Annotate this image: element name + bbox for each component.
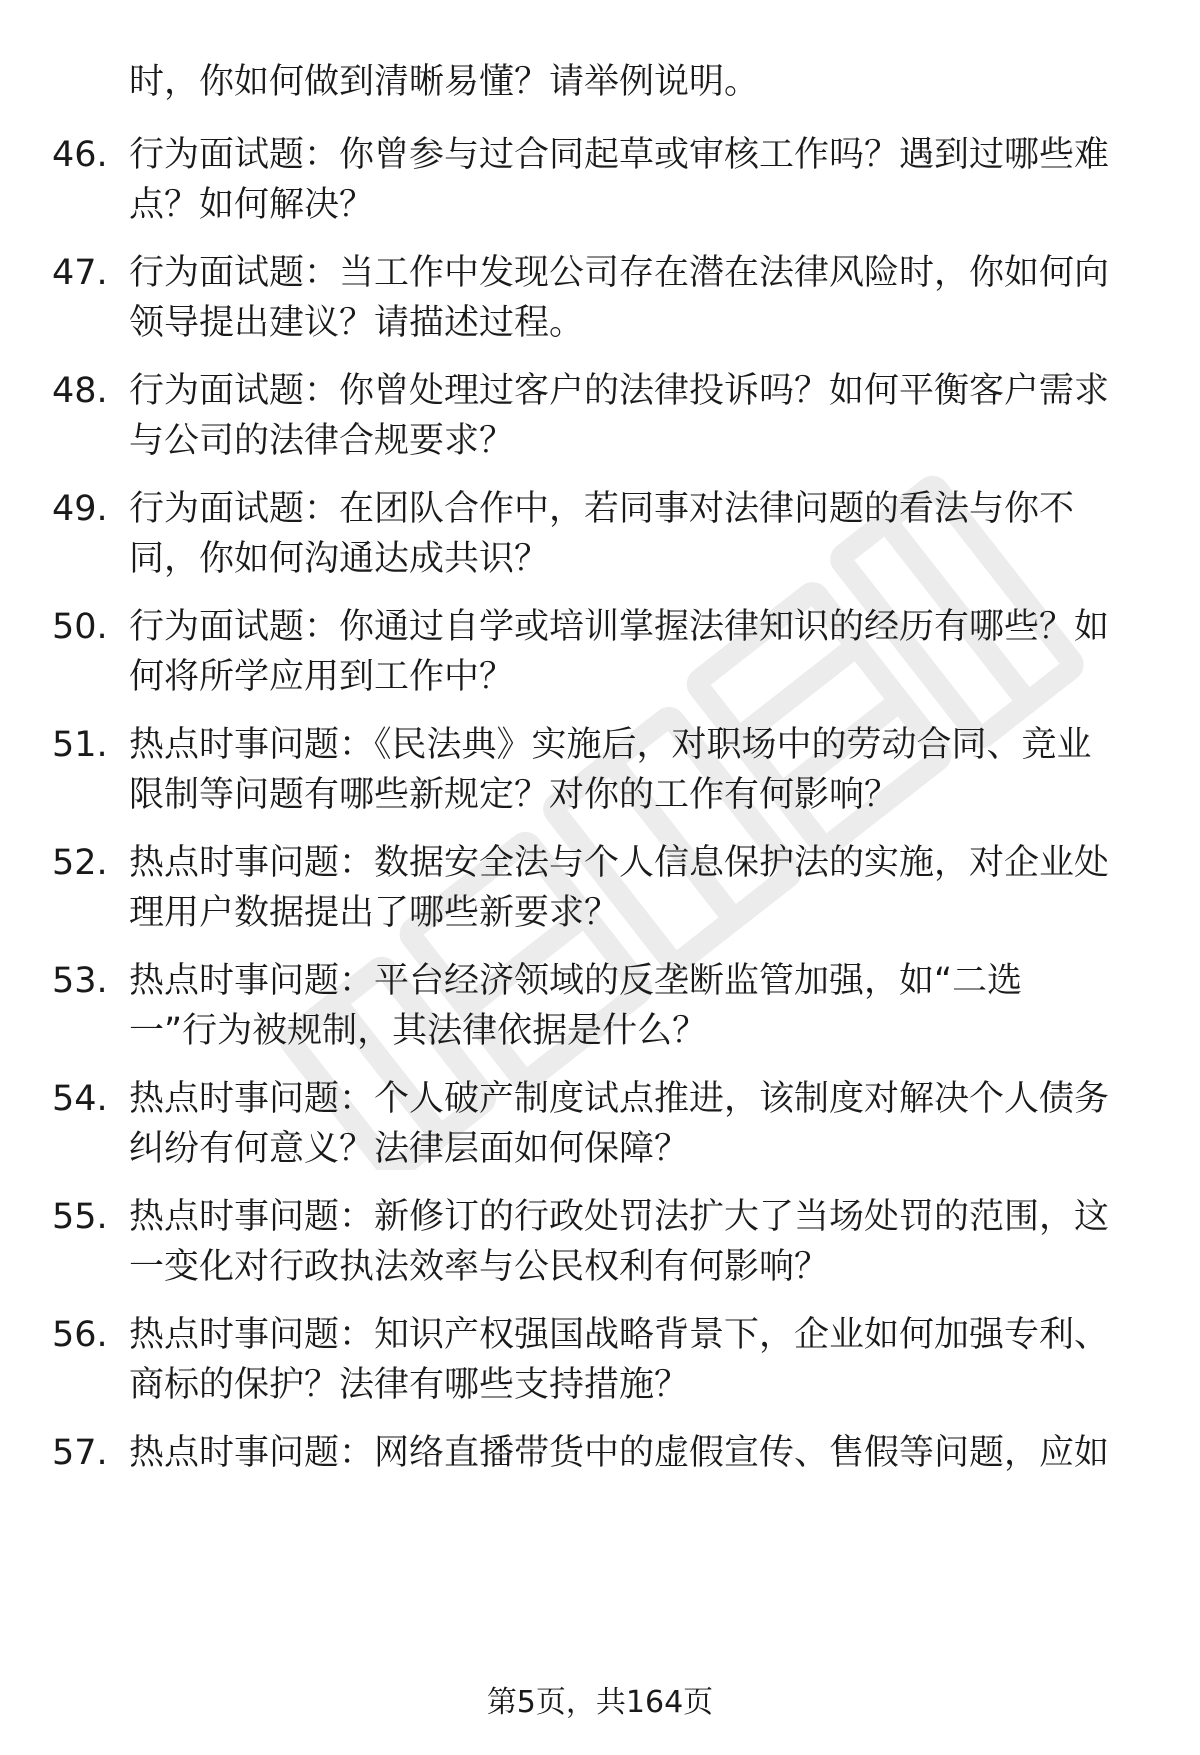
item-text-line: 热点时事问题：知识产权强国战略背景下，企业如何加强专利、 [129, 1315, 1110, 1355]
item-number: 55. [52, 1197, 108, 1237]
item-text-line: 行为面试题：你通过自学或培训掌握法律知识的经历有哪些？如 [129, 607, 1110, 647]
item-text-line: 何将所学应用到工作中？ [129, 657, 515, 697]
item-text-line: 纠纷有何意义？法律层面如何保障？ [129, 1129, 690, 1169]
list-item [52, 838, 1162, 938]
continuation-line: 时，你如何做到清晰易懂？请举例说明。 [129, 62, 760, 102]
item-text-line: 商标的保护？法律有哪些支持措施？ [129, 1365, 690, 1405]
item-number: 53. [52, 961, 108, 1001]
item-text-line: 理用户数据提出了哪些新要求？ [129, 893, 620, 933]
item-number: 54. [52, 1079, 108, 1119]
item-text-line: 行为面试题：你曾参与过合同起草或审核工作吗？遇到过哪些难 [129, 135, 1110, 175]
list-item [52, 1310, 1162, 1410]
item-text-line: 热点时事问题：平台经济领域的反垄断监管加强，如“二选 [129, 961, 1023, 1001]
list-item [52, 602, 1162, 702]
item-text-line: 热点时事问题：个人破产制度试点推进，该制度对解决个人债务 [129, 1079, 1110, 1119]
item-text-line: 领导提出建议？请描述过程。 [129, 303, 585, 343]
list-item [52, 248, 1162, 348]
item-text-line: 行为面试题：你曾处理过客户的法律投诉吗？如何平衡客户需求 [129, 371, 1110, 411]
item-text-line: 同，你如何沟通达成共识？ [129, 539, 550, 579]
item-number: 52. [52, 843, 108, 883]
item-number: 56. [52, 1315, 108, 1355]
list-item [52, 484, 1162, 584]
item-number: 46. [52, 135, 108, 175]
item-text-line: 热点时事问题：新修订的行政处罚法扩大了当场处罚的范围，这 [129, 1197, 1110, 1237]
list-item [52, 1074, 1162, 1174]
item-number: 57. [52, 1433, 108, 1473]
item-text-line: 热点时事问题：数据安全法与个人信息保护法的实施，对企业处 [129, 843, 1110, 883]
page-footer: 第5页，共164页 [486, 1685, 714, 1720]
item-text-line: 行为面试题：当工作中发现公司存在潜在法律风险时，你如何向 [129, 253, 1110, 293]
item-number: 47. [52, 253, 108, 293]
list-item [52, 366, 1162, 466]
item-text-line: 点？如何解决？ [129, 185, 375, 225]
item-text-line: 热点时事问题：网络直播带货中的虚假宣传、售假等问题，应如 [129, 1433, 1110, 1473]
item-text-line: 与公司的法律合规要求？ [129, 421, 515, 461]
item-text-line: 一变化对行政执法效率与公民权利有何影响？ [129, 1247, 830, 1287]
item-number: 51. [52, 725, 108, 765]
list-item [52, 1192, 1162, 1292]
item-text-line: 限制等问题有哪些新规定？对你的工作有何影响？ [129, 775, 900, 815]
item-text-line: 一”行为被规制，其法律依据是什么？ [129, 1011, 708, 1051]
item-text-line: 行为面试题：在团队合作中，若同事对法律问题的看法与你不 [129, 489, 1075, 529]
list-item [52, 956, 1162, 1056]
item-text-line: 热点时事问题：《民法典》实施后，对职场中的劳动合同、竞业 [129, 725, 1092, 765]
list-item [52, 720, 1162, 820]
item-number: 50. [52, 607, 108, 647]
list-item [52, 130, 1162, 230]
item-number: 48. [52, 371, 108, 411]
item-number: 49. [52, 489, 108, 529]
list-item [52, 1428, 1162, 1478]
